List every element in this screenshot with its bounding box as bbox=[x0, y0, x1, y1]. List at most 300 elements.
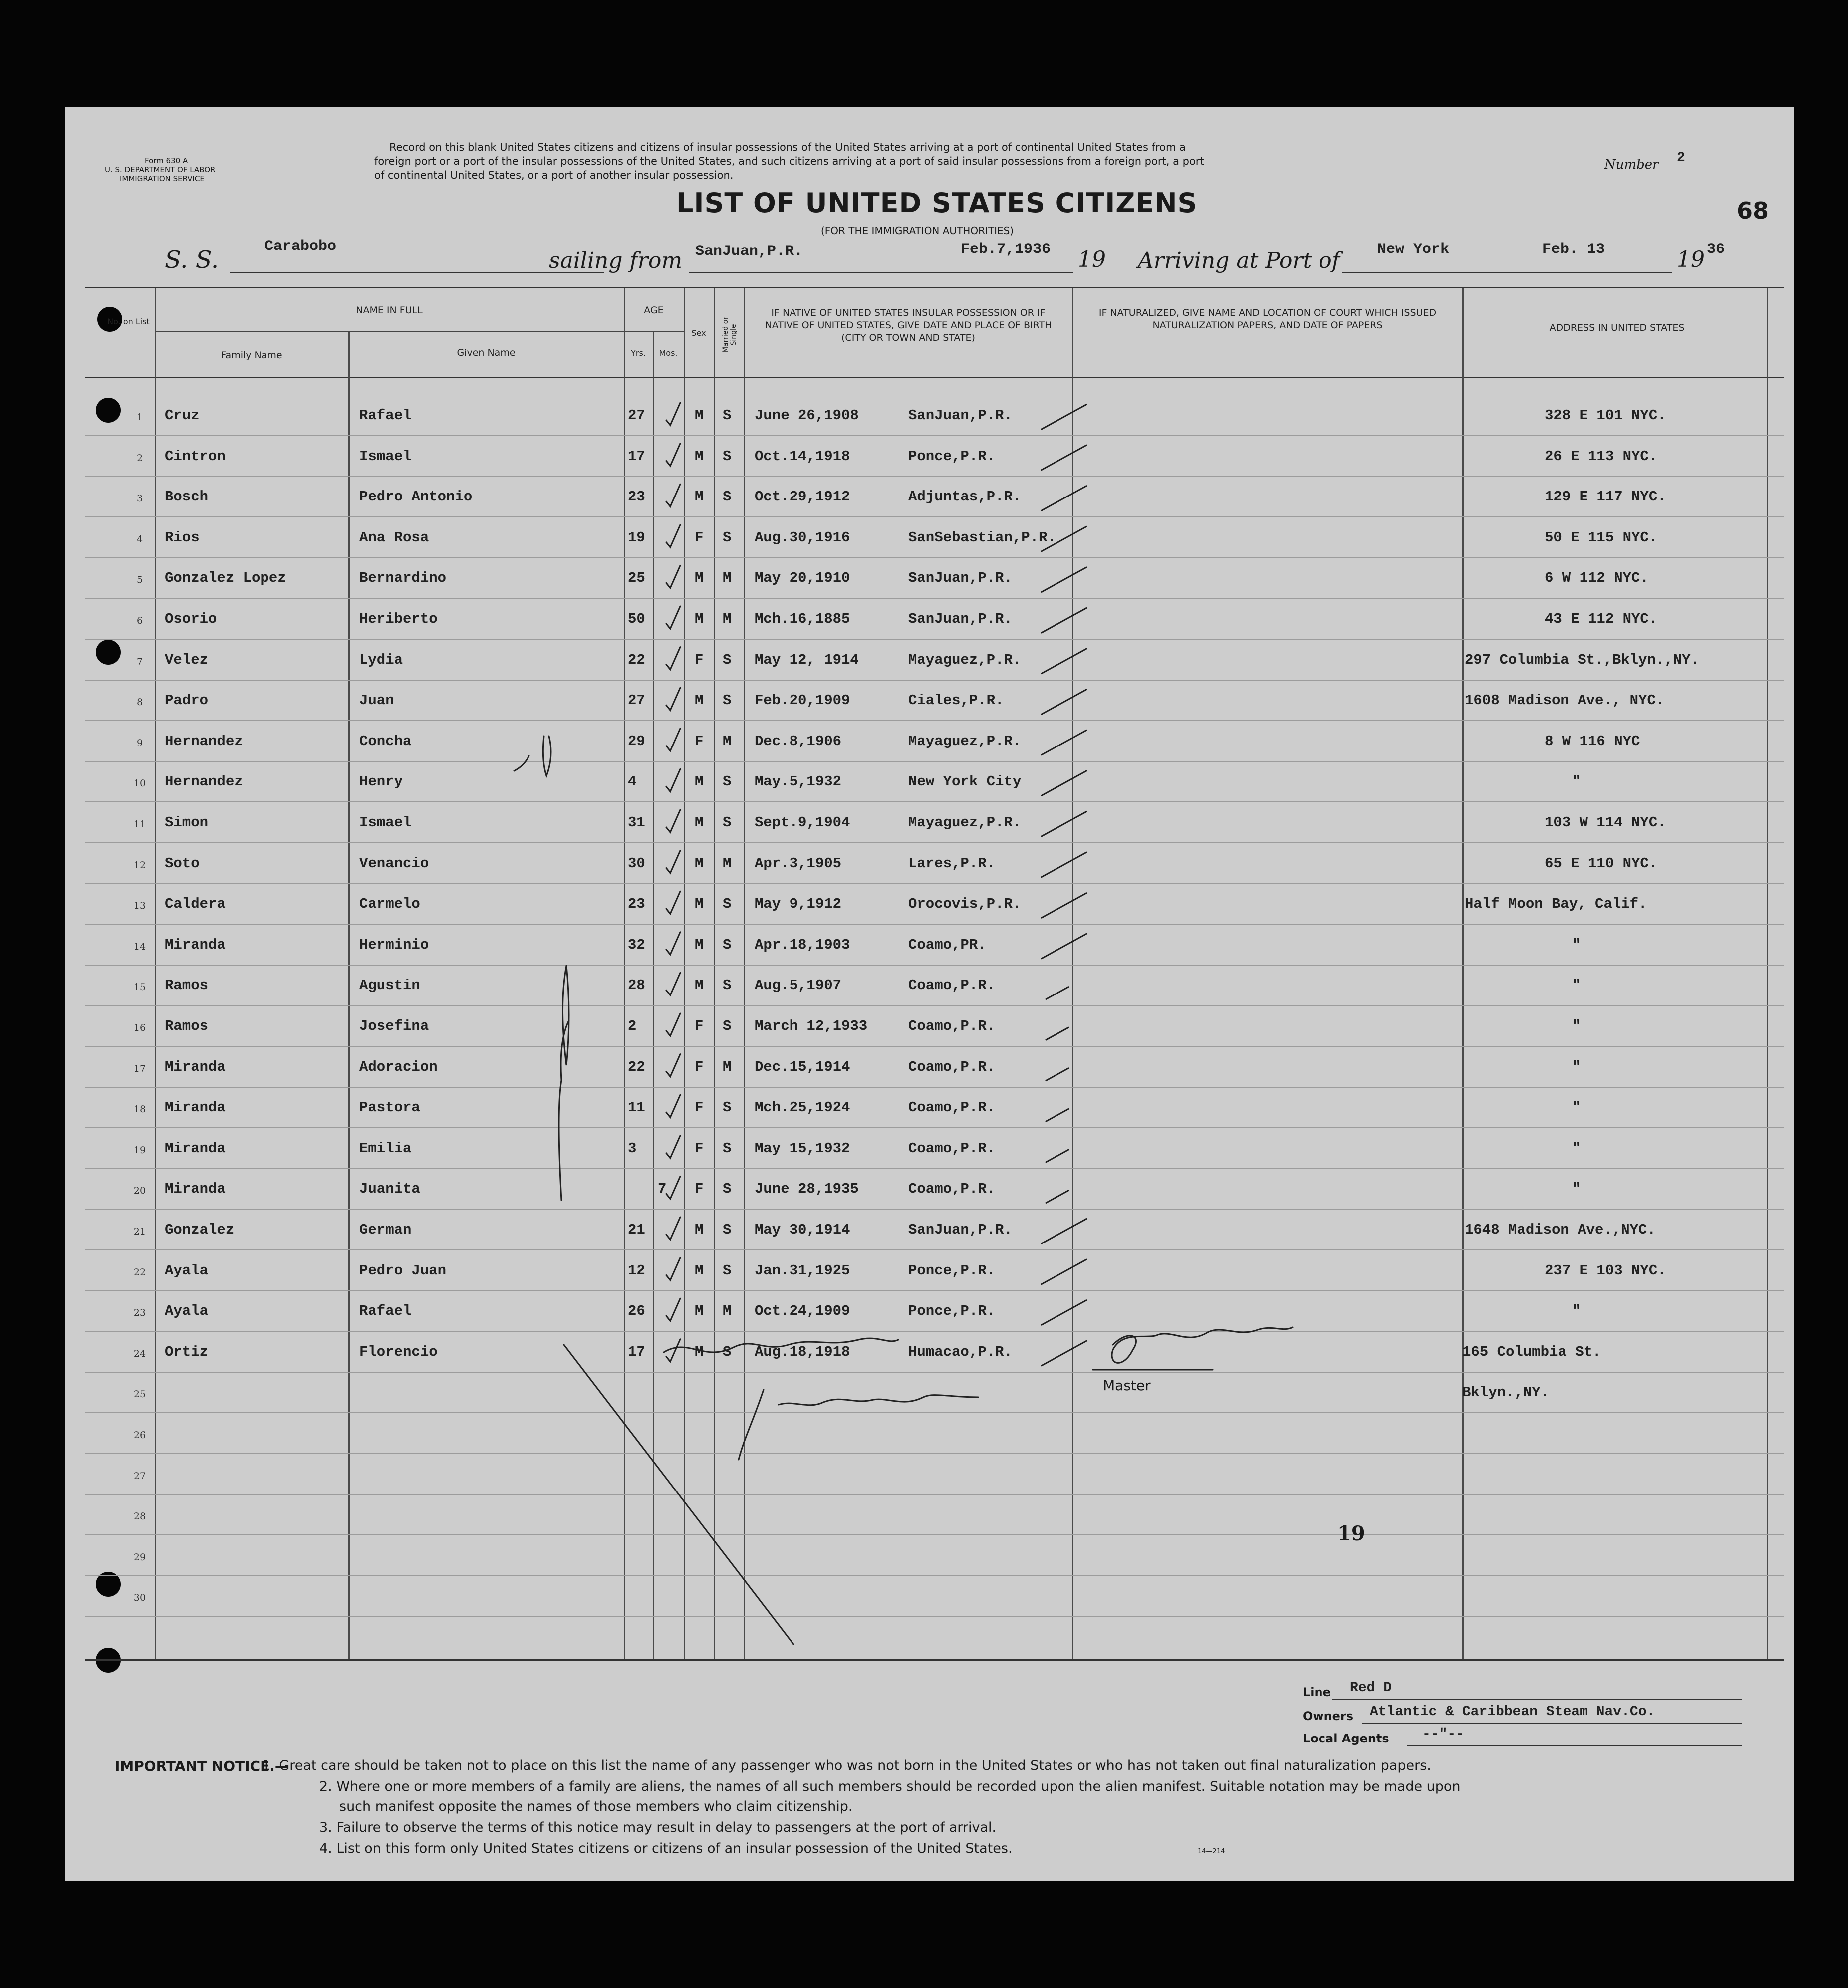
cell-date: May 30,1914 bbox=[755, 1222, 850, 1238]
cell-address: " bbox=[1572, 1303, 1581, 1320]
cell-mos: 7 bbox=[658, 1181, 667, 1198]
cell-ms: S bbox=[723, 1140, 732, 1157]
cell-place: Lares,P.R. bbox=[908, 855, 996, 872]
cell-place: SanJuan,P.R. bbox=[908, 407, 1013, 424]
cell-yrs: 12 bbox=[628, 1262, 645, 1279]
cell-ms: M bbox=[723, 855, 732, 872]
header-no-on-list: No. on List bbox=[107, 317, 150, 326]
check-mark bbox=[1042, 405, 1086, 430]
cell-place: Ponce,P.R. bbox=[908, 448, 996, 465]
line-underline bbox=[1332, 1699, 1742, 1700]
form-id-line2: U. S. DEPARTMENT OF LABOR bbox=[105, 165, 216, 174]
cell-family: Cintron bbox=[165, 448, 226, 465]
cell-given: Florencio bbox=[359, 1343, 438, 1360]
cell-given: Venancio bbox=[359, 855, 429, 872]
row-number: 14 bbox=[133, 941, 146, 952]
owners-underline bbox=[1362, 1723, 1742, 1724]
row-number: 9 bbox=[136, 737, 143, 748]
cell-place: Coamo,PR. bbox=[908, 936, 987, 953]
row-number: 6 bbox=[136, 615, 143, 626]
cell-place: Coamo,P.R. bbox=[908, 977, 996, 994]
cell-date: Dec.8,1906 bbox=[755, 733, 842, 749]
cell-yrs: 4 bbox=[628, 773, 637, 790]
signature-stroke bbox=[564, 1345, 793, 1644]
cell-address: Half Moon Bay, Calif. bbox=[1465, 896, 1647, 913]
check-mark bbox=[1042, 649, 1086, 674]
local-agents-label: Local Agents bbox=[1303, 1732, 1389, 1745]
arrival-year-prefix: 19 bbox=[1677, 247, 1705, 272]
row-number: 7 bbox=[136, 656, 143, 667]
header-given-name: Given Name bbox=[457, 347, 516, 358]
cell-sex: F bbox=[695, 733, 704, 749]
cell-yrs: 25 bbox=[628, 570, 645, 587]
cell-given: Juan bbox=[359, 692, 394, 709]
cell-address: 1648 Madison Ave.,NYC. bbox=[1465, 1222, 1656, 1238]
header-age: AGE bbox=[644, 305, 664, 316]
cell-place: Coamo,P.R. bbox=[908, 1058, 996, 1075]
cell-ms: S bbox=[723, 896, 732, 913]
check-mark bbox=[666, 1298, 680, 1321]
cell-ms: S bbox=[723, 814, 732, 831]
signature-stroke bbox=[664, 1338, 898, 1352]
cell-family: Miranda bbox=[165, 1058, 226, 1075]
cell-sex: M bbox=[695, 977, 704, 994]
cell-yrs: 50 bbox=[628, 611, 645, 627]
cell-sex: M bbox=[695, 773, 704, 790]
check-mark bbox=[666, 769, 680, 791]
cell-address: " bbox=[1572, 773, 1581, 790]
header-name-in-full: NAME IN FULL bbox=[356, 305, 423, 316]
cell-family: Ramos bbox=[165, 1018, 209, 1034]
check-mark bbox=[666, 647, 680, 670]
check-mark bbox=[1042, 567, 1086, 592]
cell-place: Orocovis,P.R. bbox=[908, 896, 1022, 913]
cell-yrs: 23 bbox=[628, 489, 645, 505]
check-mark bbox=[666, 1054, 680, 1077]
cell-given: Carmelo bbox=[359, 896, 420, 913]
row-number: 3 bbox=[136, 493, 143, 504]
cell-address: 8 W 116 NYC bbox=[1545, 733, 1640, 749]
cell-yrs: 19 bbox=[628, 529, 645, 546]
row-number: 13 bbox=[133, 900, 146, 912]
cell-ms: M bbox=[723, 611, 732, 627]
row-number: 28 bbox=[133, 1511, 146, 1522]
cell-date: Aug.30,1916 bbox=[755, 529, 850, 546]
instruction-line2: foreign port or a port of the insular possessions of the United States, and such citizens arriving at a port of said insular possessions from a foreign port, a port bbox=[374, 155, 1204, 167]
cell-date: Oct.24,1909 bbox=[755, 1303, 850, 1320]
check-mark bbox=[1042, 445, 1086, 470]
cell-sex: M bbox=[695, 855, 704, 872]
cell-yrs: 26 bbox=[628, 1303, 645, 1320]
row-number: 23 bbox=[133, 1307, 146, 1319]
row-number: 29 bbox=[133, 1551, 146, 1563]
check-mark bbox=[666, 1258, 680, 1280]
cell-yrs: 23 bbox=[628, 896, 645, 913]
check-mark bbox=[666, 403, 680, 425]
cell-ms: S bbox=[723, 1262, 732, 1279]
cell-sex: M bbox=[695, 1303, 704, 1320]
cell-address: 237 E 103 NYC. bbox=[1545, 1262, 1666, 1279]
cell-date: Apr.3,1905 bbox=[755, 855, 842, 872]
cell-given: Rafael bbox=[359, 407, 412, 424]
cell-given: Pedro Juan bbox=[359, 1262, 447, 1279]
form-id-line3: IMMIGRATION SERVICE bbox=[120, 174, 205, 183]
cell-family: Miranda bbox=[165, 1140, 226, 1157]
cell-ms: S bbox=[723, 448, 732, 465]
cell-place: Mayaguez,P.R. bbox=[908, 651, 1022, 668]
cell-address: " bbox=[1572, 1181, 1581, 1198]
cell-sex: F bbox=[695, 1099, 704, 1116]
cell-place: Mayaguez,P.R. bbox=[908, 814, 1022, 831]
check-mark bbox=[666, 688, 680, 710]
check-mark bbox=[1042, 608, 1086, 633]
check-mark bbox=[1046, 1027, 1068, 1040]
cell-date: March 12,1933 bbox=[755, 1018, 868, 1034]
cell-date: Aug.18,1918 bbox=[755, 1343, 850, 1360]
instruction-line3: of continental United States, or a port of another insular possession. bbox=[374, 169, 734, 181]
cell-ms: M bbox=[723, 733, 732, 749]
cell-yrs: 29 bbox=[628, 733, 645, 749]
cell-address: 103 W 114 NYC. bbox=[1545, 814, 1666, 831]
ship-name: Carabobo bbox=[264, 238, 337, 255]
cell-yrs: 22 bbox=[628, 651, 645, 668]
header-family-name: Family Name bbox=[221, 350, 282, 361]
cell-ms: S bbox=[723, 936, 732, 953]
row-number: 1 bbox=[136, 412, 143, 423]
cell-yrs: 2 bbox=[628, 1018, 637, 1034]
cell-yrs: 22 bbox=[628, 1058, 645, 1075]
cell-place: Ciales,P.R. bbox=[908, 692, 1004, 709]
row-number: 5 bbox=[136, 574, 143, 586]
cell-yrs: 30 bbox=[628, 855, 645, 872]
row-number: 12 bbox=[133, 859, 146, 871]
cell-family: Miranda bbox=[165, 1099, 226, 1116]
cell-address: 1608 Madison Ave., NYC. bbox=[1465, 692, 1665, 709]
owners-value: Atlantic & Caribbean Steam Nav.Co. bbox=[1370, 1704, 1655, 1720]
cell-date: Apr.18,1903 bbox=[755, 936, 850, 953]
check-mark bbox=[666, 729, 680, 751]
check-mark bbox=[666, 1176, 680, 1199]
check-mark bbox=[1046, 987, 1068, 999]
row-number: 15 bbox=[133, 982, 146, 993]
cell-sex: F bbox=[695, 1181, 704, 1198]
notice-4: 4. List on this form only United States citizens or citizens of an insular possession of the United States. bbox=[319, 1841, 1013, 1856]
print-code: 14—214 bbox=[1198, 1848, 1225, 1855]
check-mark bbox=[666, 851, 680, 873]
row-number: 26 bbox=[133, 1430, 146, 1441]
stamp-number: 19 bbox=[1337, 1522, 1365, 1545]
master-label: Master bbox=[1103, 1377, 1151, 1394]
master-signature-stroke bbox=[1112, 1327, 1293, 1363]
sailing-from-label: sailing from bbox=[549, 248, 683, 273]
cell-yrs: 3 bbox=[628, 1140, 637, 1157]
cell-sex: M bbox=[695, 570, 704, 587]
check-mark bbox=[666, 606, 680, 629]
cell-given: Rafael bbox=[359, 1303, 412, 1320]
cell-given: Heriberto bbox=[359, 611, 438, 627]
cell-yrs: 31 bbox=[628, 814, 645, 831]
cell-given: German bbox=[359, 1222, 412, 1238]
cell-address: 6 W 112 NYC. bbox=[1545, 570, 1649, 587]
cell-given: Ismael bbox=[359, 448, 412, 465]
cell-yrs: 17 bbox=[628, 1343, 645, 1360]
cell-sex: F bbox=[695, 1140, 704, 1157]
header-address: ADDRESS IN UNITED STATES bbox=[1549, 322, 1685, 333]
row-number: 22 bbox=[133, 1266, 146, 1278]
cell-ms: M bbox=[723, 1058, 732, 1075]
header-yrs: Yrs. bbox=[631, 348, 646, 358]
cell-given: Pedro Antonio bbox=[359, 489, 473, 505]
line-value: Red D bbox=[1350, 1680, 1392, 1696]
sailing-year-prefix: 19 bbox=[1078, 247, 1106, 272]
cell-date: Oct.14,1918 bbox=[755, 448, 850, 465]
cell-address: " bbox=[1572, 1099, 1581, 1116]
handwriting-overlay bbox=[65, 107, 1794, 1881]
check-mark bbox=[666, 973, 680, 995]
cell-sex: F bbox=[695, 529, 704, 546]
check-mark bbox=[1042, 526, 1086, 551]
line-label: Line bbox=[1303, 1685, 1331, 1699]
check-mark bbox=[666, 484, 680, 506]
cell-family: Rios bbox=[165, 529, 200, 546]
signature-stroke bbox=[739, 1390, 978, 1460]
cell-date: Oct.29,1912 bbox=[755, 489, 850, 505]
cell-sex: M bbox=[695, 936, 704, 953]
sailing-from: SanJuan,P.R. bbox=[695, 243, 803, 260]
cell-sex: M bbox=[695, 814, 704, 831]
check-mark bbox=[1046, 1068, 1068, 1081]
check-mark bbox=[1046, 1150, 1068, 1162]
cell-date: Jan.31,1925 bbox=[755, 1262, 850, 1279]
row-number: 18 bbox=[133, 1104, 146, 1115]
cell-family: Miranda bbox=[165, 1181, 226, 1198]
check-mark bbox=[1042, 934, 1086, 959]
check-mark bbox=[1042, 852, 1086, 877]
sailing-date: Feb.7,1936 bbox=[961, 241, 1051, 258]
cell-family: Simon bbox=[165, 814, 209, 831]
row-number: 30 bbox=[133, 1592, 146, 1604]
check-mark bbox=[1042, 771, 1086, 796]
cell-address: 297 Columbia St.,Bklyn.,NY. bbox=[1465, 651, 1699, 668]
cell-date: June 26,1908 bbox=[755, 407, 859, 424]
cell-sex: F bbox=[695, 1018, 704, 1034]
cell-given: Herminio bbox=[359, 936, 429, 953]
cell-yrs: 32 bbox=[628, 936, 645, 953]
row-number: 11 bbox=[133, 819, 146, 830]
row-number: 16 bbox=[133, 1022, 146, 1033]
cell-date: Dec.15,1914 bbox=[755, 1058, 850, 1075]
cell-date: May 12, 1914 bbox=[755, 651, 859, 668]
cell-ms: S bbox=[723, 977, 732, 994]
cell-sex: M bbox=[695, 1343, 704, 1360]
cell-date: May 9,1912 bbox=[755, 896, 842, 913]
cell-ms: S bbox=[723, 773, 732, 790]
cell-yrs: 17 bbox=[628, 448, 645, 465]
check-mark bbox=[1042, 1341, 1086, 1366]
arriving-label: Arriving at Port of bbox=[1138, 248, 1340, 273]
check-mark bbox=[666, 444, 680, 466]
check-mark bbox=[1042, 486, 1086, 511]
cell-given: Adoracion bbox=[359, 1058, 438, 1075]
check-mark bbox=[666, 1095, 680, 1117]
header-married-or-single: Married or Single bbox=[722, 316, 738, 353]
cell-given: Pastora bbox=[359, 1099, 420, 1116]
cell-date: Aug.5,1907 bbox=[755, 977, 842, 994]
row-number: 24 bbox=[133, 1348, 146, 1359]
cell-sex: M bbox=[695, 1262, 704, 1279]
notice-1: 1. Great care should be taken not to place on this list the name of any passenger who was not born in the United States or who has not taken out final naturalization papers. bbox=[262, 1758, 1431, 1773]
number-label: Number bbox=[1604, 157, 1659, 172]
cell-address: " bbox=[1572, 1140, 1581, 1157]
cell-date: May 20,1910 bbox=[755, 570, 850, 587]
cell-address: 129 E 117 NYC. bbox=[1545, 489, 1666, 505]
cell-given: Henry bbox=[359, 773, 403, 790]
cell-place: SanJuan,P.R. bbox=[908, 1222, 1013, 1238]
arrival-year-suffix: 36 bbox=[1707, 241, 1725, 258]
cell-given: Ismael bbox=[359, 814, 412, 831]
form-title: LIST OF UNITED STATES CITIZENS bbox=[676, 187, 1198, 219]
owners-label: Owners bbox=[1303, 1709, 1354, 1723]
row-number: 27 bbox=[133, 1470, 146, 1482]
cell-date: June 28,1935 bbox=[755, 1181, 859, 1198]
cell-date: May.5,1932 bbox=[755, 773, 842, 790]
cell-yrs: 11 bbox=[628, 1099, 645, 1116]
cell-place: SanSebastian,P.R. bbox=[908, 529, 1056, 546]
check-mark bbox=[666, 1217, 680, 1240]
cell-yrs: 27 bbox=[628, 692, 645, 709]
cell-yrs: 28 bbox=[628, 977, 645, 994]
cell-family: Gonzalez bbox=[165, 1222, 235, 1238]
cell-ms: S bbox=[723, 489, 732, 505]
cell-place: Coamo,P.R. bbox=[908, 1181, 996, 1198]
ss-label: S. S. bbox=[165, 246, 219, 274]
cell-sex: M bbox=[695, 448, 704, 465]
cell-date: May 15,1932 bbox=[755, 1140, 850, 1157]
header-mos: Mos. bbox=[659, 348, 678, 358]
cell-address: Bklyn.,NY. bbox=[1462, 1384, 1550, 1401]
row-number: 4 bbox=[136, 533, 143, 545]
cell-family: Gonzalez Lopez bbox=[165, 570, 286, 587]
cell-ms: S bbox=[723, 1343, 732, 1360]
check-mark bbox=[1042, 690, 1086, 715]
cell-family: Osorio bbox=[165, 611, 217, 627]
cell-date: Mch.25,1924 bbox=[755, 1099, 850, 1116]
row-number: 21 bbox=[133, 1226, 146, 1237]
cell-ms: S bbox=[723, 1181, 732, 1198]
cell-place: Coamo,P.R. bbox=[908, 1018, 996, 1034]
check-mark bbox=[1042, 730, 1086, 755]
check-mark bbox=[666, 1136, 680, 1158]
cell-family: Hernandez bbox=[165, 733, 243, 749]
cell-place: Adjuntas,P.R. bbox=[908, 489, 1022, 505]
cell-place: SanJuan,P.R. bbox=[908, 611, 1013, 627]
cell-address: 328 E 101 NYC. bbox=[1545, 407, 1666, 424]
cell-place: Coamo,P.R. bbox=[908, 1099, 996, 1116]
cell-yrs: 21 bbox=[628, 1222, 645, 1238]
header-naturalized: IF NATURALIZED, GIVE NAME AND LOCATION OF COURT WHICH ISSUED NATURALIZATION PAPERS, AND DATE OF PAPERS bbox=[1098, 307, 1437, 331]
cell-given: Josefina bbox=[359, 1018, 429, 1034]
notice-2b: such manifest opposite the names of those members who claim citizenship. bbox=[339, 1799, 853, 1814]
cell-family: Ayala bbox=[165, 1303, 209, 1320]
cell-sex: M bbox=[695, 1222, 704, 1238]
cell-address: " bbox=[1572, 977, 1581, 994]
cell-ms: M bbox=[723, 570, 732, 587]
form-subtitle: (FOR THE IMMIGRATION AUTHORITIES) bbox=[821, 225, 1014, 237]
cell-date: Mch.16,1885 bbox=[755, 611, 850, 627]
arrival-date: Feb. 13 bbox=[1542, 241, 1605, 258]
cell-family: Bosch bbox=[165, 489, 209, 505]
notice-3: 3. Failure to observe the terms of this notice may result in delay to passengers at the port of arrival. bbox=[319, 1820, 997, 1835]
cell-sex: M bbox=[695, 611, 704, 627]
page-number: 68 bbox=[1737, 197, 1769, 224]
notice-2a: 2. Where one or more members of a family are aliens, the names of all such members should be recorded upon the alien manifest. Suitable notation may be made upon bbox=[319, 1779, 1461, 1794]
row-number: 19 bbox=[133, 1144, 146, 1156]
cell-address: " bbox=[1572, 1058, 1581, 1075]
cell-family: Caldera bbox=[165, 896, 226, 913]
row-number: 17 bbox=[133, 1063, 146, 1074]
cell-place: Coamo,P.R. bbox=[908, 1140, 996, 1157]
cell-family: Ortiz bbox=[165, 1343, 209, 1360]
cell-address: 65 E 110 NYC. bbox=[1545, 855, 1658, 872]
row-number: 25 bbox=[133, 1389, 146, 1400]
check-mark bbox=[666, 565, 680, 588]
cell-ms: M bbox=[723, 1303, 732, 1320]
local-agents-underline bbox=[1407, 1745, 1742, 1746]
cell-family: Padro bbox=[165, 692, 209, 709]
cell-address: " bbox=[1572, 936, 1581, 953]
cell-family: Miranda bbox=[165, 936, 226, 953]
cell-ms: S bbox=[723, 407, 732, 424]
cell-sex: F bbox=[695, 651, 704, 668]
row-number: 2 bbox=[136, 452, 143, 464]
cell-given: Concha bbox=[359, 733, 412, 749]
check-mark bbox=[1042, 812, 1086, 837]
check-mark bbox=[666, 810, 680, 832]
header-native-birth: IF NATIVE OF UNITED STATES INSULAR POSSESSION OR IF NATIVE OF UNITED STATES, GIVE DATE AND PLACE OF BIRTH (CITY OR TOWN AND STATE) bbox=[765, 307, 1052, 343]
row-number: 8 bbox=[136, 697, 143, 708]
cell-family: Ramos bbox=[165, 977, 209, 994]
cell-ms: S bbox=[723, 1222, 732, 1238]
row-number: 10 bbox=[133, 778, 146, 789]
cell-ms: S bbox=[723, 1099, 732, 1116]
cell-place: SanJuan,P.R. bbox=[908, 570, 1013, 587]
annotation-bracket bbox=[514, 736, 551, 776]
cell-ms: S bbox=[723, 692, 732, 709]
notice-heading: IMPORTANT NOTICE.— bbox=[115, 1758, 289, 1774]
check-mark bbox=[1042, 1219, 1086, 1244]
cell-address: 26 E 113 NYC. bbox=[1545, 448, 1658, 465]
cell-given: Agustin bbox=[359, 977, 420, 994]
arrival-port: New York bbox=[1377, 241, 1450, 258]
cell-address: 50 E 115 NYC. bbox=[1545, 529, 1658, 546]
cell-family: Ayala bbox=[165, 1262, 209, 1279]
number-value: 2 bbox=[1677, 150, 1685, 166]
cell-date: Sept.9,1904 bbox=[755, 814, 850, 831]
cell-family: Soto bbox=[165, 855, 200, 872]
cell-sex: M bbox=[695, 896, 704, 913]
cell-ms: S bbox=[723, 529, 732, 546]
check-mark bbox=[666, 932, 680, 955]
cell-given: Ana Rosa bbox=[359, 529, 429, 546]
header-sex: Sex bbox=[691, 328, 706, 338]
cell-given: Lydia bbox=[359, 651, 403, 668]
cell-address: " bbox=[1572, 1018, 1581, 1034]
cell-yrs: 27 bbox=[628, 407, 645, 424]
cell-given: Juanita bbox=[359, 1181, 420, 1198]
cell-sex: F bbox=[695, 1058, 704, 1075]
cell-sex: M bbox=[695, 489, 704, 505]
row-number: 20 bbox=[133, 1185, 146, 1197]
